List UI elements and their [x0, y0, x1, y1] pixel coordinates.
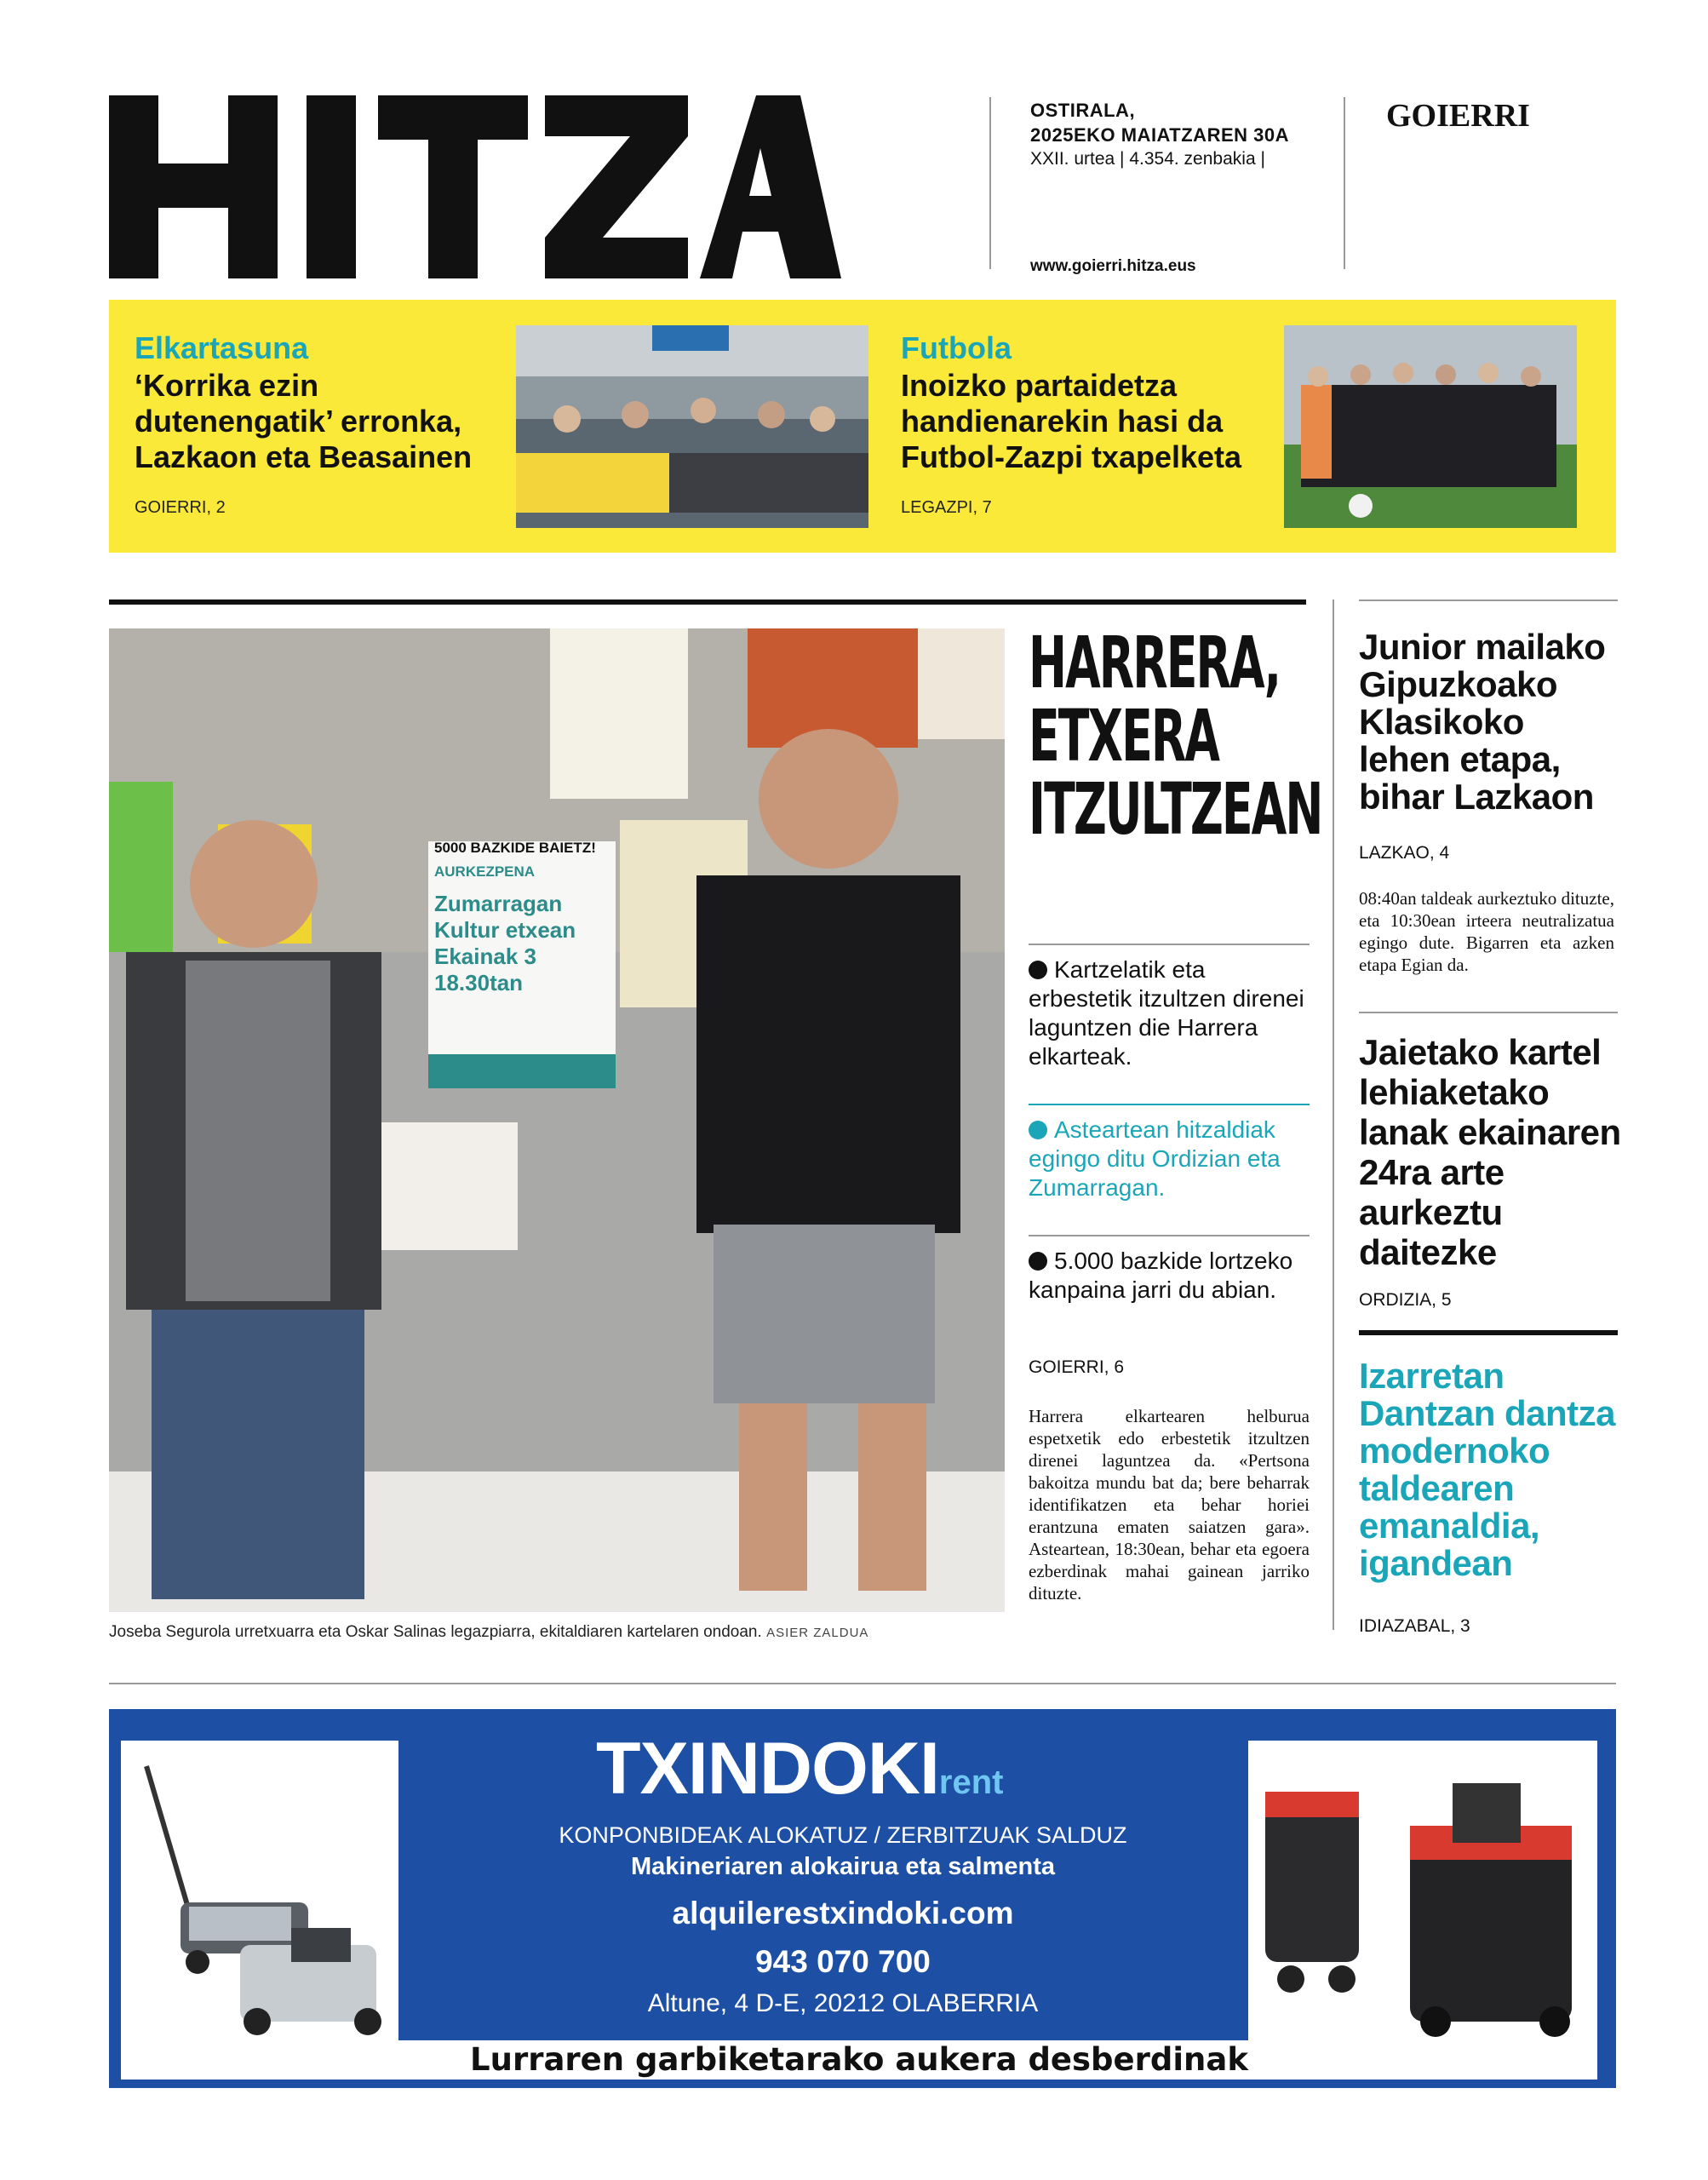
summary-bullet: [1029, 955, 1310, 1071]
bullet-dot-icon: [1029, 961, 1047, 979]
headline-line: HARRERA,: [1029, 621, 1281, 704]
teaser-headline[interactable]: [135, 368, 509, 475]
date-line-1: OSTIRALA,: [1030, 100, 1136, 121]
teaser-headline-line: Futbol-Zazpi txapelketa: [901, 439, 1242, 474]
sweeper-machine-image: [121, 1741, 398, 2040]
bullet-text: Asteartean hitzaldiak egingo ditu Ordizian eta Zumarragan.: [1029, 1116, 1281, 1201]
teaser-headline-line: handienarekin hasi da: [901, 404, 1224, 439]
teaser-headline-line: Lazkaon eta Beasainen: [135, 439, 473, 474]
headline-line: ITZULTZEAN: [1029, 767, 1322, 851]
ad-phone[interactable]: 943 070 700: [755, 1944, 931, 1979]
masthead-divider-2: [1344, 97, 1345, 269]
headline-line: ETXERA: [1029, 694, 1219, 777]
ad-slogan: Lurraren garbiketarako aukera desberdinak: [470, 2041, 1248, 2078]
masthead-divider: [989, 97, 991, 269]
poster-line: 18.30tan: [434, 970, 524, 995]
edition-name: GOIERRI: [1386, 98, 1530, 134]
teaser-headline-line: Inoizko partaidetza: [901, 368, 1178, 403]
main-body-text: Harrera elkartearen helburua espetxetik edo erbestetik itzultzen direnei laguntzea da. «Pertsona bakoitza mundu bat da; bere beharrak identifikatzen eta behar horiei erantzuna ematen saiatzen gara». Asteartean, 18:30ean, behar eta egoera ezberdinak mahai gainean jarriko dituzte.: [1029, 1406, 1310, 1603]
side-story-body: 08:40an taldeak aurkeztuko dituzte, eta 10:30ean irteera neutralizatua egingo dute. Bigarren eta azken etapa Egian da.: [1359, 888, 1614, 975]
date-line-2: 2025EKO MAIATZAREN 30A: [1030, 124, 1289, 146]
poster-line: Kultur etxean: [434, 917, 576, 943]
poster-line: Ekainak 3: [434, 944, 536, 969]
main-page-ref: GOIERRI, 6: [1029, 1357, 1125, 1377]
poster-line: Zumarragan: [434, 891, 563, 916]
bullet-rule: [1029, 944, 1310, 945]
ad-website[interactable]: alquilerestxindoki.com: [672, 1896, 1014, 1930]
poster-line: 5000 BAZKIDE BAIETZ!: [434, 840, 596, 856]
teaser-photo-press-conference[interactable]: [516, 325, 868, 528]
bullet-dot-icon: [1029, 1121, 1047, 1139]
bullet-text: 5.000 bazkide lortzeko kanpaina jarri du abian.: [1029, 1248, 1293, 1303]
photo-credit: ASIER ZALDUA: [766, 1626, 869, 1640]
caption-text: Joseba Segurola urretxuarra eta Oskar Salinas legazpiarra, ekitaldiaren kartelaren ondoan.: [109, 1623, 762, 1641]
teaser-kicker: Elkartasuna: [135, 330, 309, 365]
ad-brand-name: TXINDOKI: [596, 1728, 939, 1810]
ad-brand-suffix: rent: [938, 1764, 1004, 1801]
column-divider: [1333, 600, 1334, 1630]
side-story-rule: [1359, 1330, 1618, 1335]
teaser-page-ref: GOIERRI, 2: [135, 498, 226, 517]
ad-separator: [109, 1683, 1616, 1684]
photo-caption: [109, 1623, 868, 1642]
hitza-logo: [109, 95, 841, 278]
main-story-photo[interactable]: [109, 628, 1005, 1612]
side-story-page-ref: LAZKAO, 4: [1359, 843, 1450, 863]
side-story-headline[interactable]: Jaietako kartel lehiaketako lanak ekainaren 24ra arte aurkeztu daitezke: [1359, 1032, 1621, 1272]
teaser-page-ref: LEGAZPI, 7: [901, 498, 992, 517]
teaser-headline[interactable]: [901, 368, 1275, 475]
bullet-rule: [1029, 1235, 1310, 1236]
teaser-photo-football-team[interactable]: [1284, 325, 1577, 528]
teaser-headline-line: ‘Korrika ezin: [135, 368, 319, 403]
main-headline[interactable]: [1029, 621, 1322, 851]
poster-text: [434, 840, 613, 996]
bullet-text: Kartzelatik eta erbestetik itzultzen direnei laguntzen die Harrera elkarteak.: [1029, 956, 1304, 1070]
side-story-rule: [1359, 1012, 1618, 1013]
poster-line: AURKEZPENA: [434, 863, 536, 880]
scrubber-machine-image: [1248, 1741, 1597, 2040]
side-story-headline[interactable]: Junior mailako Gipuzkoako Klasikoko lehen etapa, bihar Lazkaon: [1359, 627, 1606, 817]
website-link[interactable]: www.goierri.hitza.eus: [1030, 257, 1196, 275]
side-story-page-ref: IDIAZABAL, 3: [1359, 1616, 1470, 1636]
summary-bullet: [1029, 1247, 1310, 1305]
side-story-headline[interactable]: Izarretan Dantzan dantza modernoko taldearen emanaldia, igandean: [1359, 1356, 1616, 1583]
section-rule: [109, 600, 1306, 605]
ad-brand: [596, 1727, 1003, 1811]
side-story-page-ref: ORDIZIA, 5: [1359, 1290, 1452, 1310]
teaser-kicker: Futbola: [901, 330, 1012, 365]
summary-bullet: [1029, 1116, 1310, 1202]
bullet-rule: [1029, 1104, 1310, 1105]
ad-tagline: KONPONBIDEAK ALOKATUZ / ZERBITZUAK SALDUZ: [559, 1822, 1127, 1848]
teaser-headline-line: dutenengatik’ erronka,: [135, 404, 462, 439]
ad-address: Altune, 4 D-E, 20212 OLABERRIA: [647, 1989, 1039, 2017]
section-rule-right: [1359, 600, 1618, 601]
ad-tagline: Makineriaren alokairua eta salmenta: [630, 1853, 1056, 1880]
issue-number: XXII. urtea | 4.354. zenbakia |: [1030, 149, 1265, 169]
bullet-dot-icon: [1029, 1252, 1047, 1271]
